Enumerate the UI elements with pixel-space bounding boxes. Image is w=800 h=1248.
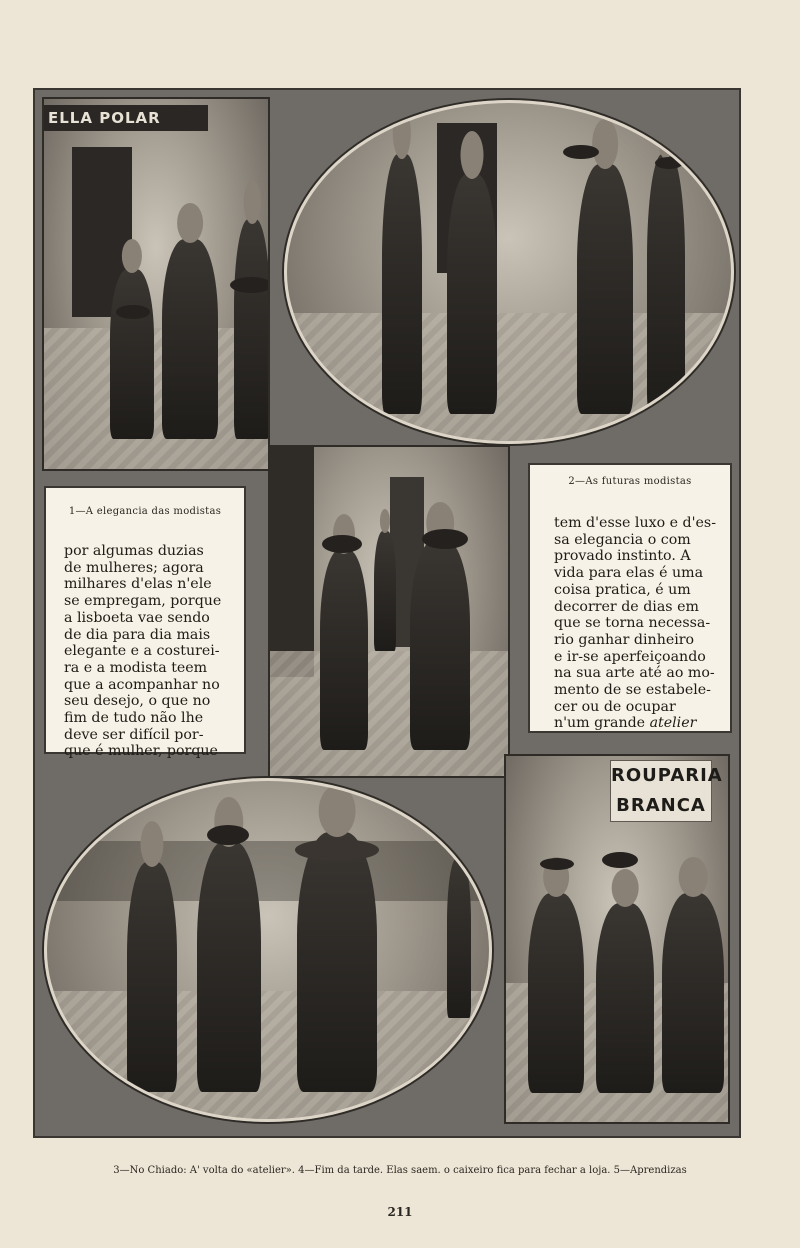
text-panel-right	[528, 463, 732, 733]
text-panel-left	[44, 486, 246, 760]
photo-4-end-of-afternoon	[44, 778, 492, 1122]
italic-atelier: atelier	[649, 715, 697, 732]
photo-2-future-dressmakers	[284, 100, 734, 444]
photo-3-chiado	[268, 445, 510, 778]
bottom-caption: 3—No Chiado: A' volta do «atelier». 4—Fim da tarde. Elas saem. o caixeiro fica para fechar a loja. 5—Aprendizas	[113, 1165, 687, 1176]
photo-1-elegant-dressmakers	[42, 97, 270, 471]
shop-sign-rouparia-branca: ROUPARIA BRANCA	[610, 760, 712, 822]
caption-2: 2—As futuras modistas	[568, 476, 692, 487]
caption-1: 1—A elegancia das modistas	[68, 506, 222, 517]
article-text-right: tem d'esse luxo e d'es- sa elegancia o com provado instinto. A vida para elas é uma coisa pratica, é um decorrer de dias em que se torna necessa- rio ganhar dinheiro e ir-se aperfeiçoando na sua arte até ao mo- mento de se estabele- cer ou de ocupar n'um grande atelier	[554, 515, 716, 732]
page-number: 211	[387, 1205, 413, 1219]
article-text-left: por algumas duzias de mulheres; agora milhares d'elas n'ele se empregam, porque a lisboeta vae sendo de dia para dia mais elegante e a costurei- ra e a modista teem que a acompanhar no seu desejo, o que no fim de tudo não lhe deve ser difícil por- que é mulher, porque	[64, 543, 222, 760]
photo-5-apprentices	[504, 754, 730, 1124]
shop-sign-ella-polar: ELLA POLAR	[44, 105, 208, 131]
